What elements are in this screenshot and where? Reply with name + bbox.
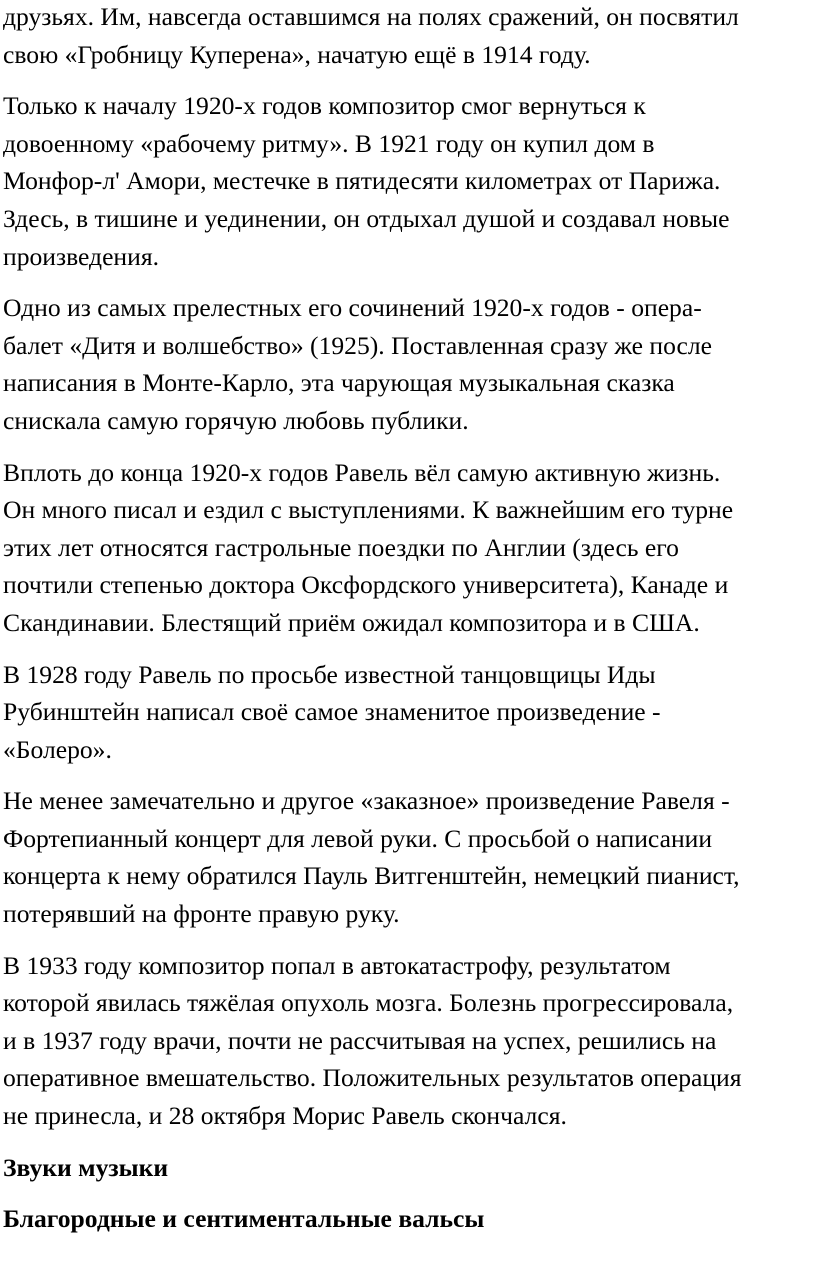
paragraph-1920s-return xyxy=(3,87,813,275)
text-line: Рубинштейн написал своё самое знаменитое произведение - xyxy=(3,697,661,727)
text-line: написания в Монте-Карло, эта чарующая музыкальная сказка xyxy=(3,368,675,398)
text-line: Монфор-л' Амори, местечке в пятидесяти километрах от Парижа. xyxy=(3,166,721,196)
text-line: потерявший на фронте правую руку. xyxy=(3,899,400,929)
paragraph-active-life xyxy=(3,454,813,642)
text-line: балет «Дитя и волшебство» (1925). Поставленная сразу же после xyxy=(3,330,713,360)
text-line: и в 1937 году врачи, почти не рассчитывая на успех, решились на xyxy=(3,1025,717,1055)
text-line: Не менее замечательно и другое «заказное» произведение Равеля - xyxy=(3,786,730,816)
text-line: Одно из самых прелестных его сочинений 1920-х годов - опера- xyxy=(3,293,702,323)
text-line: Только к началу 1920-х годов композитор смог вернуться к xyxy=(3,91,646,121)
text-line: Он много писал и ездил с выступлениями. К важнейшим его турне xyxy=(3,495,734,525)
paragraph-bolero xyxy=(3,656,813,769)
paragraph-final-years xyxy=(3,947,813,1135)
text-line: довоенному «рабочему ритму». В 1921 году он купил дом в xyxy=(3,128,655,158)
text-line: снискала самую горячую любовь публики. xyxy=(3,405,469,435)
text-line: друзьях. Им, навсегда оставшимся на полях сражений, он посвятил xyxy=(3,2,739,31)
text-line: этих лет относятся гастрольные поездки по Англии (здесь его xyxy=(3,532,679,562)
heading-sounds-of-music: Звуки музыки xyxy=(3,1152,169,1182)
text-line: В 1933 году композитор попал в автокатастрофу, результатом xyxy=(3,950,671,980)
text-line: В 1928 году Равель по просьбе известной танцовщицы Иды xyxy=(3,659,656,689)
paragraph-dedication xyxy=(3,0,813,73)
text-line: Здесь, в тишине и уединении, он отдыхал душой и создавал новые xyxy=(3,203,730,233)
text-line: Скандинавии. Блестящий приём ожидал композитора и в США. xyxy=(3,607,700,637)
paragraph-opera-ballet xyxy=(3,289,813,439)
text-line: свою «Гробницу Куперена», начатую ещё в 1914 году. xyxy=(3,39,591,69)
text-line: «Болеро». xyxy=(3,734,112,764)
text-line: Фортепианный концерт для левой руки. С просьбой о написании xyxy=(3,823,713,853)
text-line: не принесла, и 28 октября Морис Равель скончался. xyxy=(3,1101,567,1131)
text-line: почтили степенью доктора Оксфордского университета), Канаде и xyxy=(3,570,729,600)
text-line: которой явилась тяжёлая опухоль мозга. Болезнь прогрессировала, xyxy=(3,988,734,1018)
paragraph-left-hand-concerto xyxy=(3,782,813,932)
text-line: произведения. xyxy=(3,241,159,271)
text-line: оперативное вмешательство. Положительных результатов операция xyxy=(3,1063,742,1093)
text-line: концерта к нему обратился Пауль Витгенштейн, немецкий пианист, xyxy=(3,861,740,891)
document-page xyxy=(3,0,813,1252)
text-line: Вплоть до конца 1920-х годов Равель вёл самую активную жизнь. xyxy=(3,457,721,487)
heading-noble-sentimental-waltzes: Благородные и сентиментальные вальсы xyxy=(3,1204,485,1234)
